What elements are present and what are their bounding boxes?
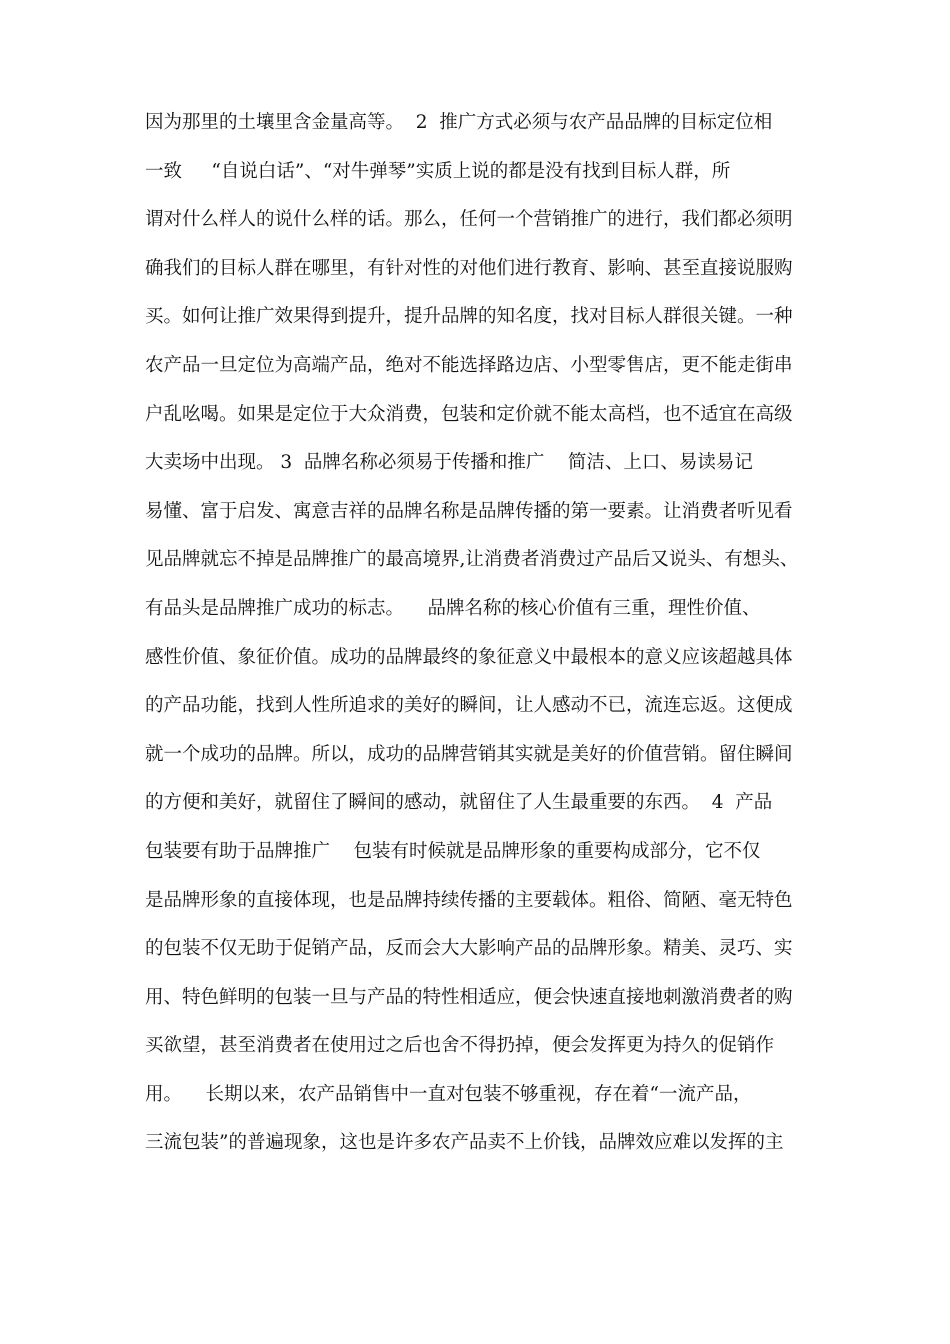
text-line: 买。如何让推广效果得到提升，提升品牌的知名度，找对目标人群很关键。一种 [145, 306, 793, 328]
text-line: 谓对什么样人的说什么样的话。那么，任何一个营销推广的进行，我们都必须明 [145, 209, 793, 231]
text-line: 一致 “自说白话”、“对牛弹琴”实质上说的都是没有找到目标人群，所 [145, 160, 731, 182]
text-line: 就一个成功的品牌。所以，成功的品牌营销其实就是美好的价值营销。留住瞬间 [145, 743, 793, 765]
text-line: 户乱吆喝。如果是定位于大众消费，包装和定价就不能太高档，也不适宜在高级 [145, 403, 793, 425]
text-line: 见品牌就忘不掉是品牌推广的最高境界,让消费者消费过产品后又说头、有想头、 [145, 549, 799, 571]
text-line: 的产品功能，找到人性所追求的美好的瞬间，让人感动不已，流连忘返。这便成 [145, 695, 793, 717]
text-line: 三流包装”的普遍现象，这也是许多农产品卖不上价钱，品牌效应难以发挥的主 [145, 1132, 784, 1154]
text-line: 感性价值、象征价值。成功的品牌最终的象征意义中最根本的意义应该超越具体 [145, 646, 793, 668]
text-line: 用。 长期以来，农产品销售中一直对包装不够重视，存在着“一流产品， [145, 1083, 752, 1105]
text-line: 的方便和美好，就留住了瞬间的感动，就留住了人生最重要的东西。 4 产品 [145, 792, 773, 814]
text-line: 农产品一旦定位为高端产品，绝对不能选择路边店、小型零售店，更不能走街串 [145, 354, 793, 376]
text-line: 因为那里的土壤里含金量高等。 2 推广方式必须与农产品品牌的目标定位相 [145, 112, 773, 133]
text-line: 的包装不仅无助于促销产品，反而会大大影响产品的品牌形象。精美、灵巧、实 [145, 938, 793, 960]
text-line: 有品头是品牌推广成功的标志。 品牌名称的核心价值有三重，理性价值、 [145, 597, 761, 619]
text-line: 用、特色鲜明的包装一旦与产品的特性相适应，便会快速直接地刺激消费者的购 [145, 986, 793, 1008]
text-line: 大卖场中出现。 3 品牌名称必须易于传播和推广 简洁、上口、易读易记 [145, 452, 753, 474]
body-text [145, 103, 810, 1172]
text-line: 确我们的目标人群在哪里，有针对性的对他们进行教育、影响、甚至直接说服购 [145, 257, 793, 279]
text-line: 买欲望，甚至消费者在使用过之后也舍不得扔掉，便会发挥更为持久的促销作 [145, 1035, 775, 1057]
text-line: 易懂、富于启发、寓意吉祥的品牌名称是品牌传播的第一要素。让消费者听见看 [145, 500, 793, 522]
text-line: 是品牌形象的直接体现，也是品牌持续传播的主要载体。粗俗、简陋、毫无特色 [145, 889, 793, 911]
text-line: 包装要有助于品牌推广 包装有时候就是品牌形象的重要构成部分，它不仅 [145, 840, 761, 862]
